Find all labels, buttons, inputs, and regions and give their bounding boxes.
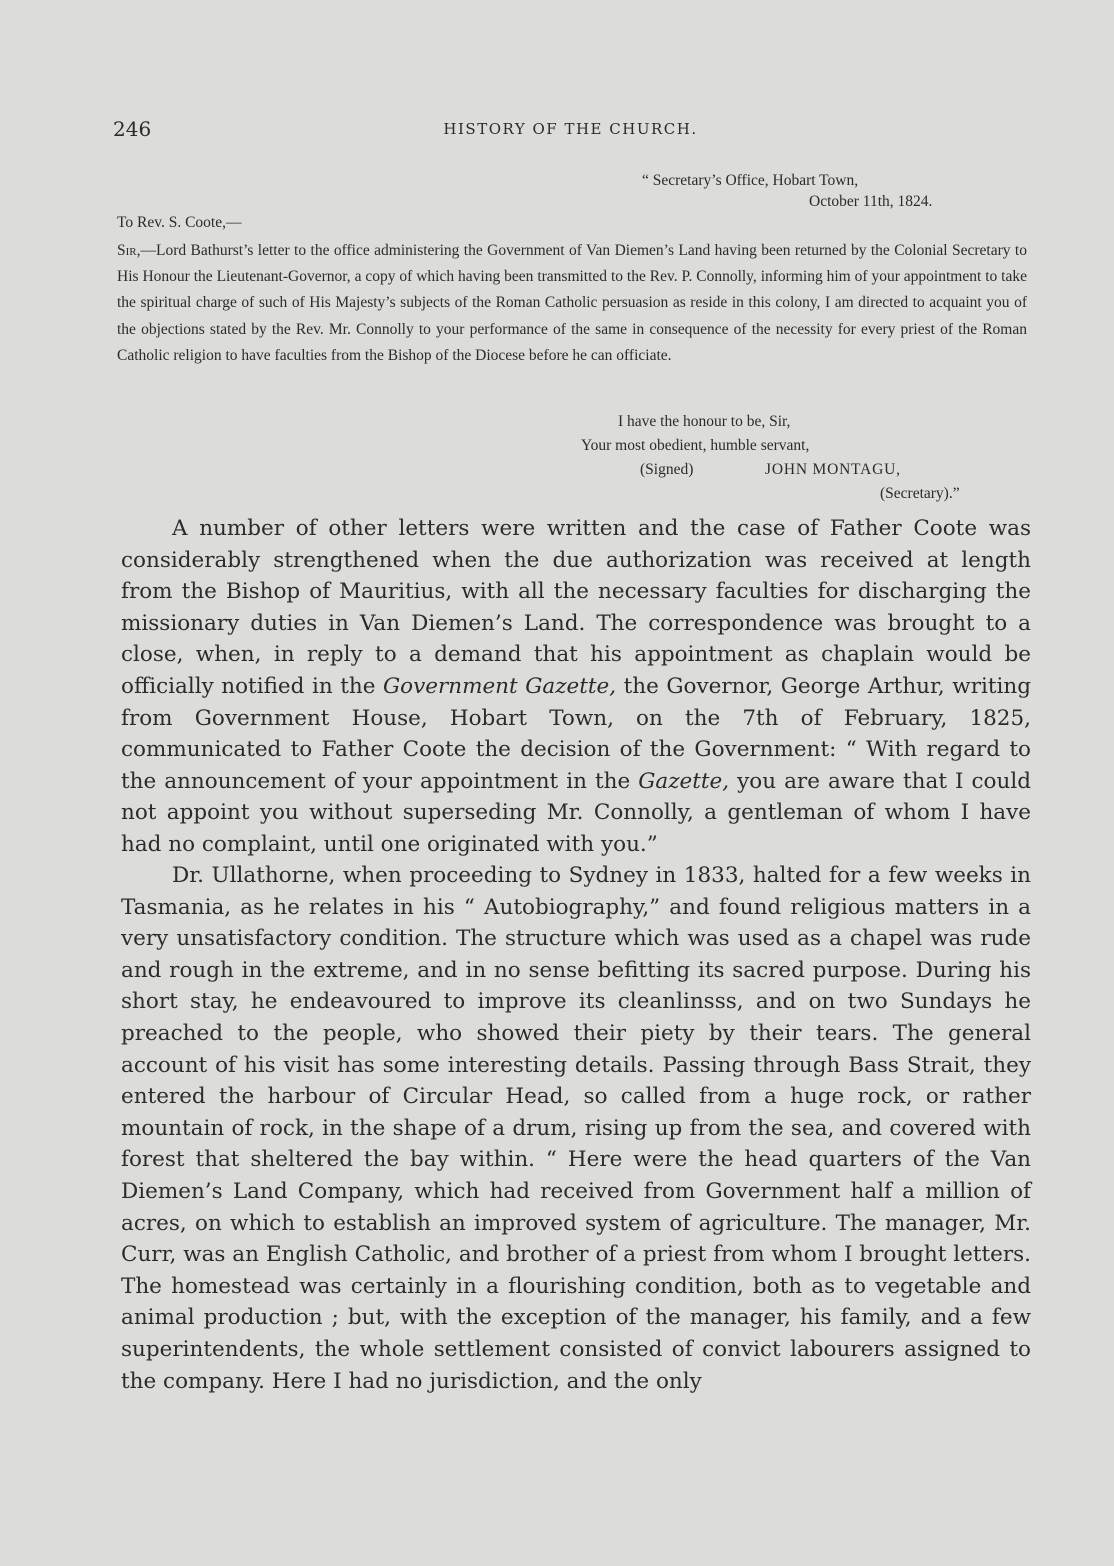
letter-salutation: To Rev. S. Coote,— <box>117 214 242 231</box>
paragraph-1-part-1: A number of other letters were written and the case of Father Coote was considerably strengthened when the due authorization was received at length from the Bishop of Mauritius, with all the necessary faculties for discharging the missionary duties in Van Diemen’s Land. The correspondence was brought to a close, when, in reply to a demand that his appointment as chaplain would be officially notified in the <box>121 516 1031 699</box>
paragraph-1-part-3: you are aware that I could not appoint you without superseding Mr. Connolly, a gentleman of whom I have had no complaint, until one originated with you.” <box>121 768 1031 857</box>
letter-dateline-date: October 11th, 1824. <box>809 193 933 210</box>
letter-signed-label: (Signed) <box>640 461 694 478</box>
letter-body <box>117 238 1027 369</box>
letter-sir: Sir, <box>117 242 141 259</box>
letter-body-text: —Lord Bathurst’s letter to the office administering the Government of Van Diemen’s Land having been returned by the Colonial Secretary to His Honour the Lieutenant-Governor, a copy of which having been transmitted to the Rev. P. Connolly, informing him of your appointment to take the spiritual charge of such of His Majesty’s subjects of the Roman Catholic persuasion as reside in this colony, I am directed to acquaint you of the objections stated by the Rev. Mr. Connolly to your performance of the same in consequence of the necessity for every priest of the Roman Catholic religion to have faculties from the Bishop of the Diocese before he can officiate. <box>117 242 1027 364</box>
page-header <box>113 117 1028 145</box>
paragraph-ullathorne-visit: Dr. Ullathorne, when proceeding to Sydney in 1833, halted for a few weeks in Tasmania, as he relates in his “ Autobiography,” and found religious matters in a very unsatisfactory condition. The structure which was used as a chapel was rude and rough in the extreme, and in no sense befitting its sacred purpose. During his short stay, he endeavoured to improve its cleanlinsss, and on two Sundays he preached to the people, who showed their piety by their tears. The general account of his visit has some interesting details. Passing through Bass Strait, they entered the harbour of Circular Head, so called from a huge rock, or rather mountain of rock, in the shape of a drum, rising up from the sea, and covered with forest that sheltered the bay within. “ Here were the head quarters of the Van Diemen’s Land Company, which had received from Government half a million of acres, on which to establish an improved system of agriculture. The manager, Mr. Curr, was an English Catholic, and brother of a priest from whom I brought letters. The homestead was certainly in a flourishing condition, both as to vegetable and animal production ; but, with the exception of the manager, his family, and a few superintendents, the whole settlement consisted of convict labourers assigned to the company. Here I had no jurisdiction, and the only <box>121 863 1031 1394</box>
letter-signer-title: (Secretary).” <box>880 485 960 502</box>
gazette-title: Government Gazette, <box>382 673 617 699</box>
letter-signer-name: JOHN MONTAGU, <box>765 461 901 478</box>
gazette-short-title: Gazette, <box>638 768 730 794</box>
page-number: 246 <box>113 117 152 141</box>
paragraph-1-part-2: the Governor, George Arthur, writing from Government House, Hobart Town, on the 7th of February, 1825, communicated to Father Coote the decision of the Government: “ With regard to the announcement of your appointment in the <box>121 673 1031 794</box>
letter-closing-line-1: I have the honour to be, Sir, <box>618 413 791 430</box>
running-title: HISTORY OF THE CHURCH. <box>443 120 698 138</box>
paragraph-coote-correspondence <box>121 513 1031 861</box>
letter-closing-line-2: Your most obedient, humble servant, <box>581 437 810 454</box>
letter-dateline-place: “ Secretary’s Office, Hobart Town, <box>642 172 859 189</box>
